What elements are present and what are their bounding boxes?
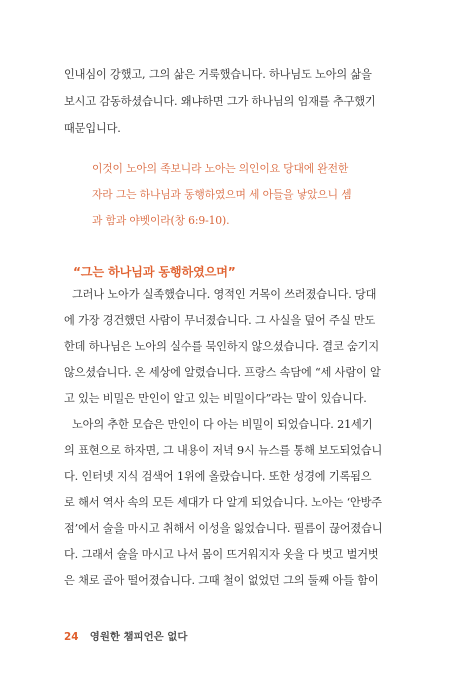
page-footer (64, 628, 187, 643)
intro-line: 인내심이 강했고, 그의 삶은 거룩했습니다. 하나님도 노아의 삶을 (64, 68, 372, 81)
page-number: 24 (64, 631, 79, 643)
quote-line: 이것이 노아의 족보니라 노아는 의인이요 당대에 완전한 (92, 162, 349, 175)
intro-line: 때문입니다. (64, 122, 121, 135)
body-line: 의 표현으로 하자면, 그 내용이 저녁 9시 뉴스를 통해 보도되었습니 (64, 444, 383, 457)
body-line: 에 가장 경건했던 사람이 무너졌습니다. 그 사실을 덮어 주실 만도 (64, 314, 376, 327)
quote-line: 자라 그는 하나님과 동행하였으며 세 아들을 낳았으니 셈 (92, 188, 352, 201)
body-line: 한데 하나님은 노아의 실수를 묵인하지 않으셨습니다. 결코 숨기지 (64, 340, 379, 353)
body-line: 다. 인터넷 지식 검색어 1위에 올랐습니다. 또한 성경에 기록됨으 (64, 470, 372, 483)
body-line: 않으셨습니다. 온 세상에 알렸습니다. 프랑스 속담에 “세 사람이 알 (64, 366, 381, 379)
body-line: 노아의 추한 모습은 만인이 다 아는 비밀이 되었습니다. 21세기 (72, 418, 373, 431)
intro-line: 보시고 감동하셨습니다. 왜냐하면 그가 하나님의 임재를 추구했기 (64, 95, 376, 108)
body-line: 고 있는 비밀은 만인이 알고 있는 비밀이다”라는 말이 있습니다. (64, 392, 367, 405)
body-line: 은 채로 골아 떨어졌습니다. 그때 철이 없었던 그의 둘째 아들 함이 (64, 574, 379, 587)
body-line: 다. 그래서 술을 마시고 나서 몸이 뜨거워지자 옷을 다 벗고 벌거벗 (64, 548, 379, 561)
quote-line: 과 함과 야벳이라(창 6:9-10). (92, 214, 230, 227)
body-line: 로 해서 역사 속의 모든 세대가 다 알게 되었습니다. 노아는 ‘안방주 (64, 496, 382, 509)
section-heading: “그는 하나님과 동행하였으며” (73, 265, 236, 279)
body-line: 그러나 노아가 실족했습니다. 영적인 거목이 쓰러졌습니다. 당대 (72, 288, 377, 301)
running-title: 영원한 챔피언은 없다 (89, 631, 188, 643)
body-line: 점’에서 술을 마시고 취해서 이성을 잃었습니다. 필름이 끊어졌습니 (64, 522, 383, 535)
